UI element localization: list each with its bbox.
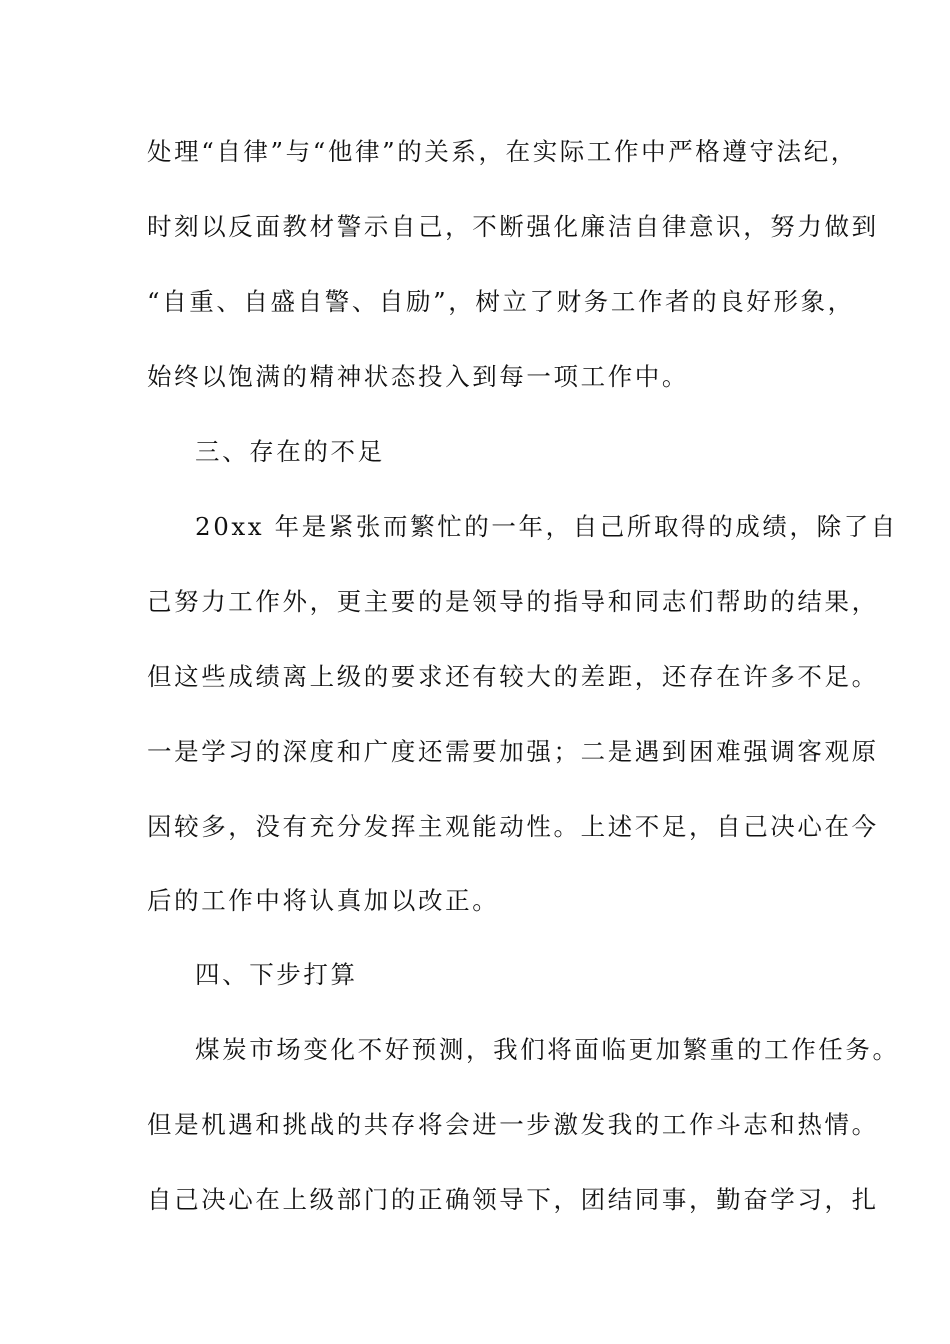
paragraph-line: 始终以饱满的精神状态投入到每一项工作中。 [147,362,689,391]
section-heading: 四、下步打算 [195,960,358,989]
paragraph-line: 20xx 年是紧张而繁忙的一年，自己所取得的成绩，除了自 [195,512,898,541]
paragraph-line: 一是学习的深度和广度还需要加强；二是遇到困难强调客观原 [147,737,879,766]
paragraph-line: 时刻以反面教材警示自己，不断强化廉洁自律意识，努力做到 [147,212,879,241]
paragraph-line: “自重、自盛自警、自励”，树立了财务工作者的良好形象， [147,287,855,316]
paragraph-line: 煤炭市场变化不好预测，我们将面临更加繁重的工作任务。 [195,1035,900,1064]
paragraph-line: 处理“自律”与“他律”的关系，在实际工作中严格遵守法纪， [147,137,858,166]
section-heading: 三、存在的不足 [195,437,385,466]
paragraph-line: 己努力工作外，更主要的是领导的指导和同志们帮助的结果， [147,587,879,616]
paragraph-line: 后的工作中将认真加以改正。 [147,886,500,915]
paragraph-line: 自己决心在上级部门的正确领导下，团结同事，勤奋学习，扎 [147,1185,879,1214]
paragraph-line: 但是机遇和挑战的共存将会进一步激发我的工作斗志和热情。 [147,1110,879,1139]
paragraph-line: 但这些成绩离上级的要求还有较大的差距，还存在许多不足。 [147,662,879,691]
paragraph-line: 因较多，没有充分发挥主观能动性。上述不足，自己决心在今 [147,812,879,841]
